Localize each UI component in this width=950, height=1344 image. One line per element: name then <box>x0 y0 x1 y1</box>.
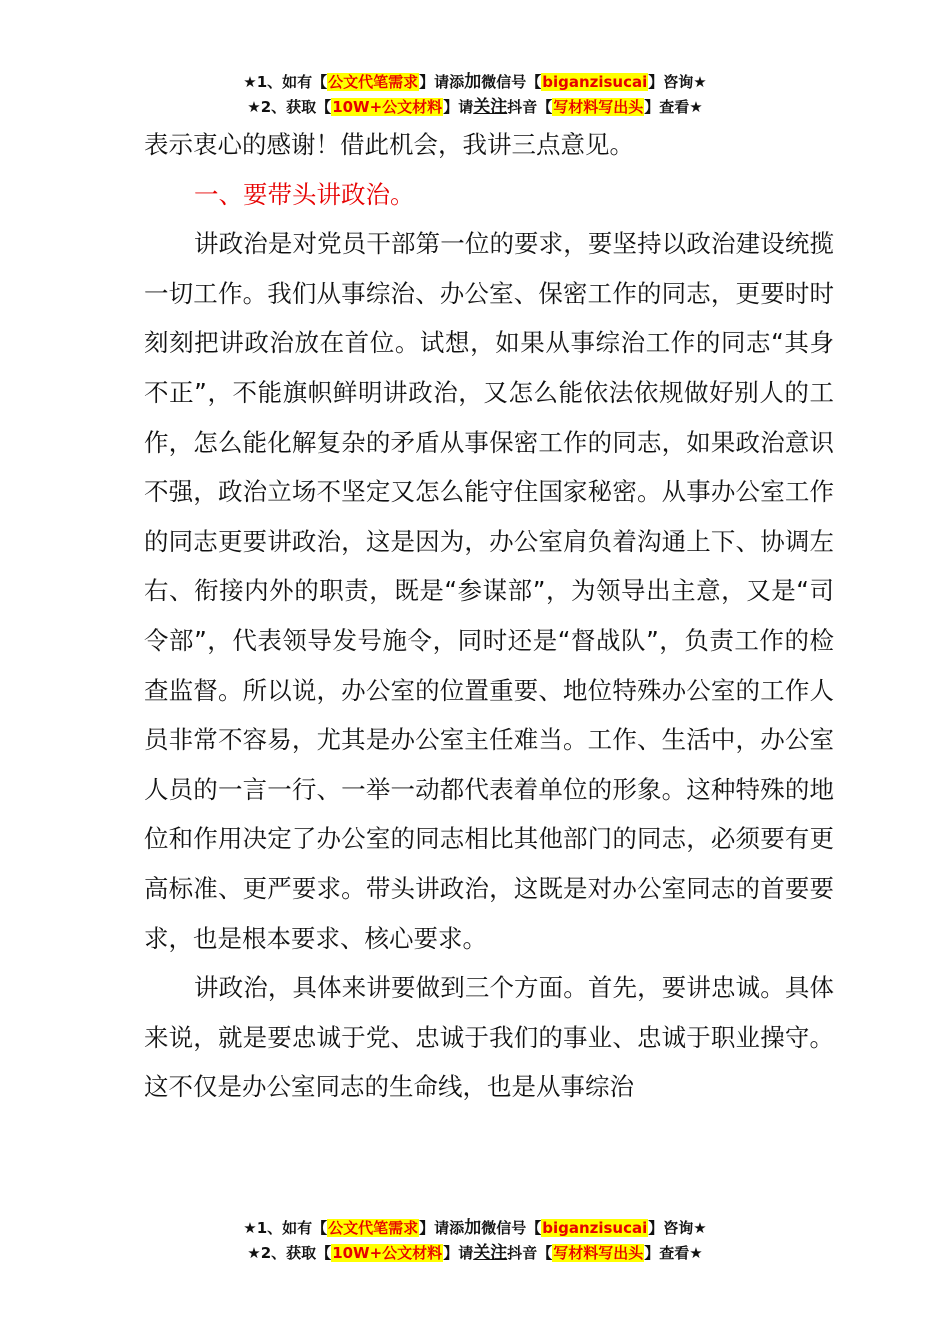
paragraph: 讲政治，具体来讲要做到三个方面。首先，要讲忠诚。具体来说，就是要忠诚于党、忠诚于我们的事业、忠诚于职业操守。这不仅是办公室同志的生命线，也是从事综治 <box>144 973 834 1102</box>
banner-text: 】查看★ <box>644 1244 703 1262</box>
banner-text: 】咨询★ <box>648 73 707 91</box>
banner-line-2 <box>0 95 950 120</box>
banner-text: ★1、如有【 <box>243 73 328 91</box>
banner-text: 】请添 <box>419 73 465 91</box>
footer-banner <box>0 1216 950 1266</box>
douyin-id-highlight: 写材料写出头 <box>553 1244 644 1262</box>
emphasis-text: 关注 <box>473 97 508 117</box>
highlight-text: 10W+公文材料 <box>332 1244 443 1262</box>
banner-line-1 <box>0 1216 950 1241</box>
banner-text: 】请添 <box>419 1219 465 1237</box>
highlight-text: 公文代笔需求 <box>328 1219 419 1237</box>
section-heading: 一、要带头讲政治。 <box>194 179 415 209</box>
paragraph: 表示衷心的感谢！借此机会，我讲三点意见。 <box>144 130 634 159</box>
emphasis-text: 加 <box>464 72 482 92</box>
banner-text: ★2、获取【 <box>247 1244 332 1262</box>
banner-text: 抖音【 <box>507 98 553 116</box>
emphasis-text: 关注 <box>473 1243 508 1263</box>
header-banner <box>0 70 950 120</box>
highlight-text: 公文代笔需求 <box>328 73 419 91</box>
banner-text: 】请 <box>443 98 474 116</box>
wechat-id-highlight: biganzisucai <box>542 1219 648 1237</box>
banner-text: 抖音【 <box>507 1244 553 1262</box>
highlight-text: 10W+公文材料 <box>332 98 443 116</box>
document-body <box>144 120 834 1112</box>
banner-text: 微信号【 <box>481 1219 542 1237</box>
banner-text: 】请 <box>443 1244 474 1262</box>
wechat-id-highlight: biganzisucai <box>542 73 648 91</box>
banner-text: 微信号【 <box>481 73 542 91</box>
banner-line-1 <box>0 70 950 95</box>
banner-text: 】查看★ <box>644 98 703 116</box>
emphasis-text: 加 <box>464 1218 482 1238</box>
paragraph: 讲政治是对党员干部第一位的要求，要坚持以政治建设统揽一切工作。我们从事综治、办公室、保密工作的同志，更要时时刻刻把讲政治放在首位。试想，如果从事综治工作的同志“其身不正”，不能旗帜鲜明讲政治，又怎么能依法依规做好别人的工作，怎么能化解复杂的矛盾从事保密工作的同志，如果政治意识不强，政治立场不坚定又怎么能守住国家秘密。从事办公室工作的同志更要讲政治，这是因为，办公室肩负着沟通上下、协调左右、衔接内外的职责，既是“参谋部”，为领导出主意，又是“司令部”，代表领导发号施令，同时还是“督战队”，负责工作的检查监督。所以说，办公室的位置重要、地位特殊办公室的工作人员非常不容易，尤其是办公室主任难当。工作、生活中，办公室人员的一言一行、一举一动都代表着单位的形象。这种特殊的地位和作用决定了办公室的同志相比其他部门的同志，必须要有更高标准、更严要求。带头讲政治，这既是对办公室同志的首要要求，也是根本要求、核心要求。 <box>144 229 834 953</box>
douyin-id-highlight: 写材料写出头 <box>553 98 644 116</box>
banner-text: 】咨询★ <box>648 1219 707 1237</box>
banner-text: ★1、如有【 <box>243 1219 328 1237</box>
banner-line-2 <box>0 1241 950 1266</box>
banner-text: ★2、获取【 <box>247 98 332 116</box>
